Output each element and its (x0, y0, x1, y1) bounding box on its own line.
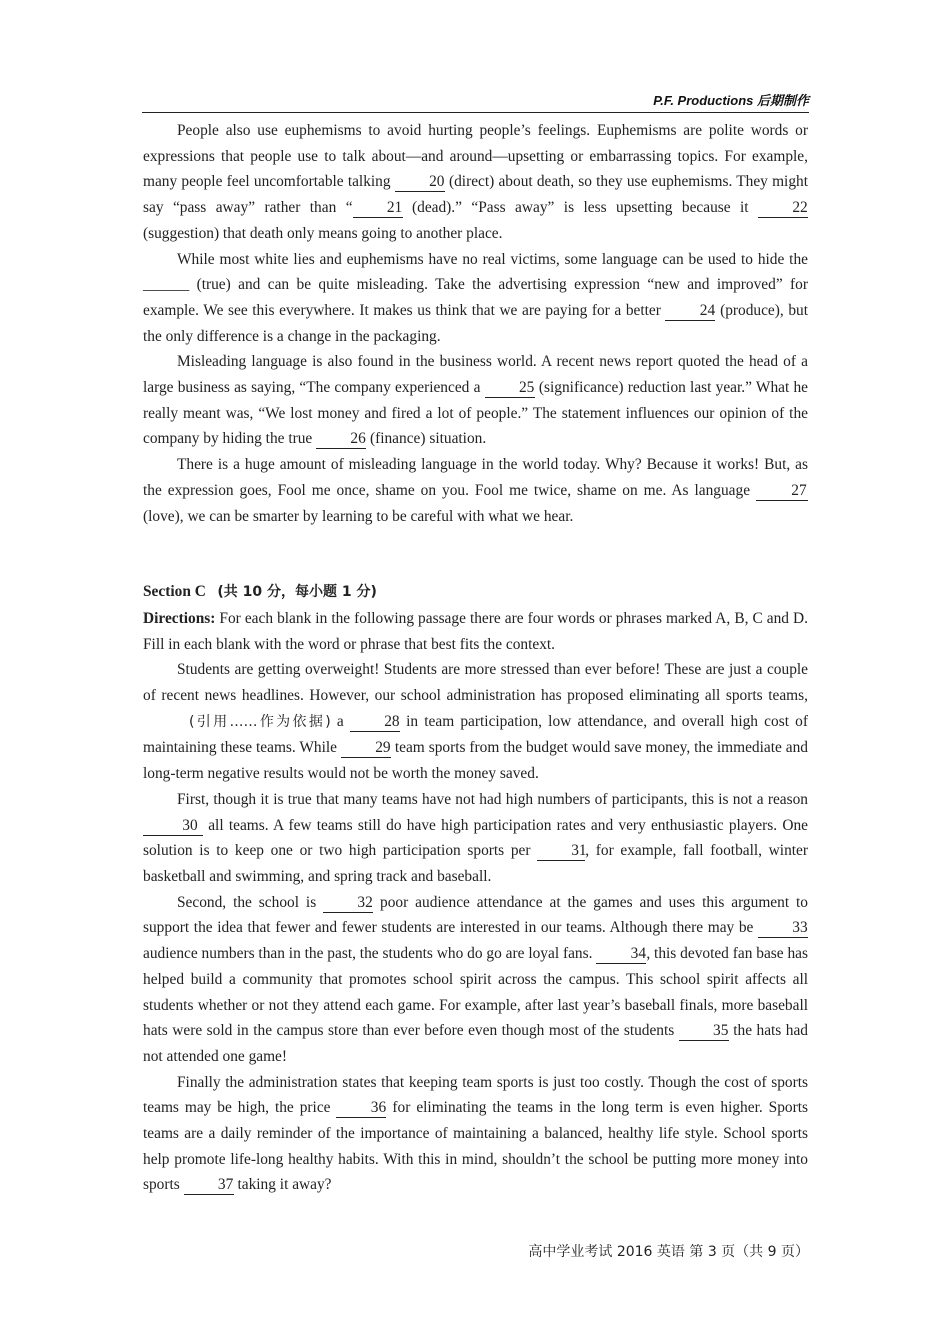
paragraph-business: Misleading language is also found in the business world. A recent news report quoted the head of a large business as saying, “The company experienced a 25 (significance) reduction last year.” What he really meant was, “We lost money and fired a lot of people.” The statement influences our opinion of the company by hiding the true 26 (finance) situation. (143, 353, 808, 448)
header-text: P.F. Productions 后期制作 (653, 93, 809, 108)
paragraph-finally: Finally the administration states that keeping team sports is just too costly. Though the cost of sports teams may be high, the price 36 for eliminating the teams in the long term is even higher. Sports teams are a daily reminder of the importance of maintaining a balanced, healthy life style. School sports help promote life-long healthy habits. With this in mind, shouldn’t the school be putting more money into sports 37 taking it away? (143, 1073, 809, 1194)
blank-20[interactable]: 20 (395, 173, 445, 192)
footer-text: 高中学业考试 2016 英语 第 3 页（共 9 页） (528, 1244, 809, 1260)
blank-27[interactable]: 27 (756, 482, 808, 501)
blank-37[interactable]: 37 (184, 1176, 234, 1195)
blank-26[interactable]: 26 (316, 430, 366, 449)
section-c-score: (共 10 分，每小题 1 分) (217, 584, 377, 601)
blank-35[interactable]: 35 (679, 1022, 729, 1041)
blank-24[interactable]: 24 (665, 302, 715, 321)
blank-28[interactable]: 28 (350, 713, 400, 732)
paragraph-students: Students are getting overweight! Students are more stressed than ever before! These are just a couple of recent news headlines. However, our school administration has proposed eliminating all sports teams, (引用……作为依据) a 28 in team participation, low attendance, and overall high cost of maintaining these teams. While 29 team sports from the budget would save money, the immediate and long-term negative results would not be worth the money saved. (143, 661, 808, 783)
hint-note: (引用……作为依据) (189, 713, 331, 730)
directions: Directions: For each blank in the following passage there are four words or phrases marked A, B, C and D. Fill in each blank with the word or phrase that best fits the context. (143, 609, 808, 653)
paragraph-first: First, though it is true that many teams have not had high numbers of participants, this is not a reason 30 all teams. A few teams still do have high participation rates and very enthusiastic players. One solution is to keep one or two high participation sports per 31, for example, fall football, winter basketball and swimming, and spring track and baseball. (143, 790, 809, 885)
blank-33[interactable]: 33 (758, 919, 808, 938)
paragraph-second: Second, the school is 32 poor audience attendance at the games and uses this argument to support the idea that fewer and fewer students are interested in our teams. Although there may be 33 audience numbers than in the past, the students who do go are loyal fans. 34, this devoted fan base has helped build a community that promotes school spirit across the campus. This school spirit affects all students whether or not they attend each game. For example, after last year’s baseball finals, more baseball hats were sold in the campus store than ever before even though most of the students 35 the hats had not attended one game! (143, 893, 808, 1065)
blank-21[interactable]: 21 (353, 199, 403, 218)
blank-34[interactable]: 34 (596, 945, 646, 964)
page-footer (528, 1241, 809, 1261)
paragraph-white-lies: While most white lies and euphemisms have no real victims, some language can be used to hide the ______ (true) and can be quite misleading. Take the advertising expression “new and improved” for example. We see this everywhere. It makes us think that we are paying for a better 24 (produce), but the only difference is a change in the packaging. (143, 250, 808, 345)
section-c-heading (143, 579, 808, 606)
blank-29[interactable]: 29 (341, 739, 391, 758)
section-c-title: Section C (143, 583, 206, 601)
blank-36[interactable]: 36 (336, 1099, 386, 1118)
paragraph-conclusion: There is a huge amount of misleading language in the world today. Why? Because it works! But, as the expression goes, Fool me once, shame on you. Fool me twice, shame on me. As language 27 (love), we can be smarter by learning to be careful with what we hear. (143, 456, 808, 525)
paragraph-euphemisms: People also use euphemisms to avoid hurting people’s feelings. Euphemisms are polite words or expressions that people use to talk about—and around—upsetting or embarrassing topics. For example, many people feel uncomfortable talking 20 (direct) about death, so they use euphemisms. They might say “pass away” rather than “ 21 (dead).” “Pass away” is less upsetting because it 22 (suggestion) that death only means going to another place. (143, 122, 808, 242)
blank-22[interactable]: 22 (758, 199, 808, 218)
blank-31[interactable]: 31 (537, 842, 585, 861)
blank-32[interactable]: 32 (323, 894, 373, 913)
directions-label: Directions: (143, 609, 216, 627)
blank-23[interactable]: ______ (143, 276, 190, 294)
page-header (142, 90, 809, 113)
page-content (143, 118, 808, 1198)
blank-25[interactable]: 25 (485, 379, 535, 398)
blank-30[interactable]: 30 (143, 817, 203, 836)
